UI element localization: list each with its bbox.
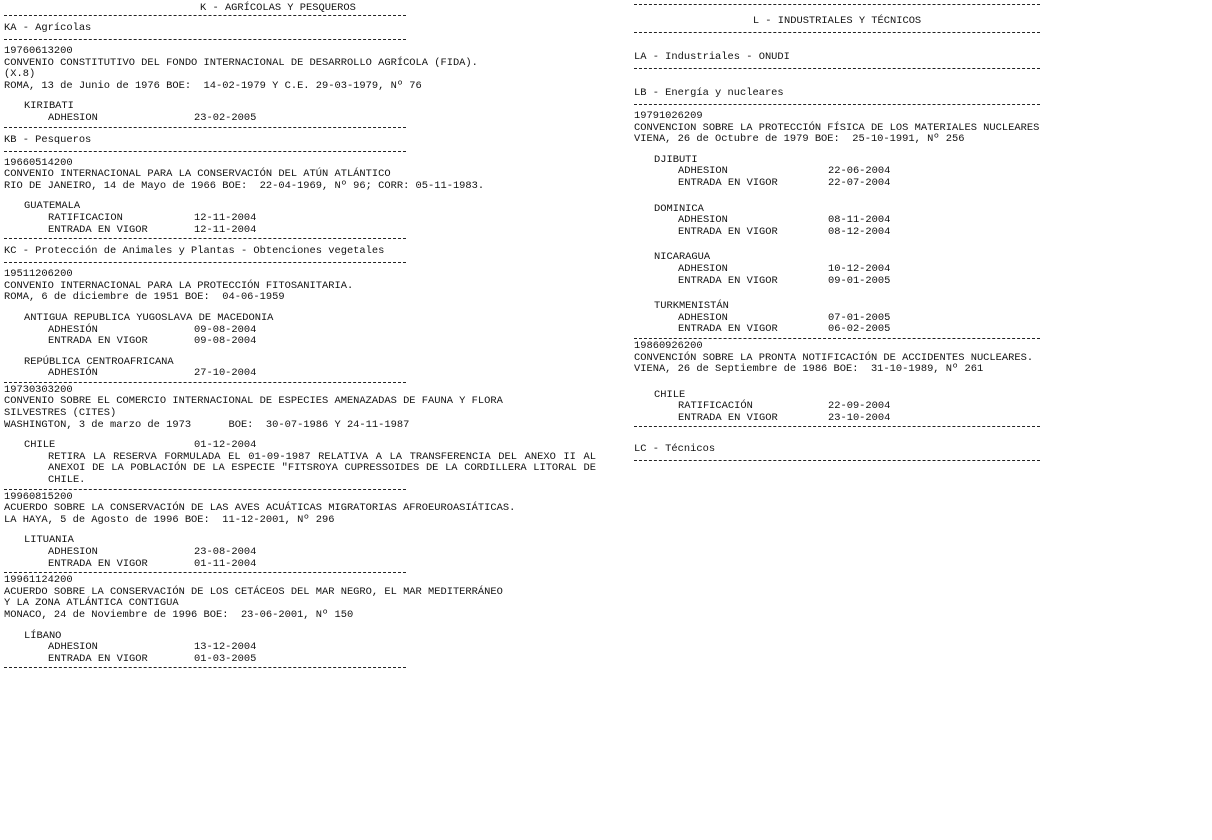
treaty-entry bbox=[4, 385, 604, 487]
divider bbox=[634, 426, 1040, 427]
divider bbox=[4, 39, 406, 40]
state-name: LÍBANO bbox=[24, 629, 62, 642]
action-date: 01-03-2005 bbox=[194, 652, 257, 665]
action-date: 22-09-2004 bbox=[828, 400, 891, 413]
action-type: ENTRADA EN VIGOR bbox=[48, 223, 148, 236]
action-row bbox=[634, 264, 1194, 276]
action-row bbox=[4, 368, 604, 380]
divider bbox=[634, 460, 1040, 461]
treaty-entry bbox=[4, 46, 604, 125]
action-row bbox=[634, 227, 1194, 239]
action-type: RATIFICACION bbox=[48, 211, 123, 224]
action-row bbox=[634, 324, 1194, 336]
subsection-lc: LC - Técnicos bbox=[634, 443, 716, 456]
right-column bbox=[634, 0, 1194, 467]
action-row bbox=[634, 215, 1194, 227]
treaty-title: CONVENIO INTERNACIONAL PARA LA CONSERVACIÓN DEL ATÚN ATLÁNTICO bbox=[4, 168, 391, 181]
subsection-ka: KA - Agrícolas bbox=[4, 22, 92, 34]
treaty-place: RIO DE JANEIRO, 14 de Mayo de 1966 BOE: 22-04-1969, Nº 96; CORR: 05-11-1983. bbox=[4, 179, 485, 192]
action-type: ADHESION bbox=[48, 641, 98, 654]
state-name: REPÚBLICA CENTROAFRICANA bbox=[24, 355, 174, 368]
action-date: 23-08-2004 bbox=[194, 546, 257, 558]
action-date: 22-06-2004 bbox=[828, 165, 891, 178]
action-date: 09-08-2004 bbox=[194, 335, 257, 348]
divider bbox=[4, 262, 406, 263]
divider bbox=[634, 68, 1040, 69]
left-column bbox=[4, 0, 604, 674]
action-date: 10-12-2004 bbox=[828, 262, 891, 275]
treaty-place: VIENA, 26 de Octubre de 1979 BOE: 25-10-1991, Nº 256 bbox=[634, 133, 965, 146]
divider bbox=[4, 572, 406, 573]
treaty-place: ROMA, 13 de Junio de 1976 BOE: 14-02-1979 Y C.E. 29-03-1979, Nº 76 bbox=[4, 79, 422, 92]
action-date: 01-11-2004 bbox=[194, 557, 257, 570]
state-name: NICARAGUA bbox=[654, 251, 711, 264]
divider bbox=[4, 238, 406, 239]
action-date: 01-12-2004 bbox=[194, 439, 257, 452]
state-note: RETIRA LA RESERVA FORMULADA EL 01-09-1987 RELATIVA A LA TRANSFERENCIA DEL ANEXO II AL ANEXOI DE LA POBLACIÓN DE LA ESPECIE "FITSROYA CUPRESSOIDES DE LA CORDILLERA LITORAL DE CHILE. bbox=[48, 450, 596, 487]
action-date: 08-11-2004 bbox=[828, 214, 891, 227]
action-date: 13-12-2004 bbox=[194, 641, 257, 654]
subsection-kb: KB - Pesqueros bbox=[4, 133, 92, 146]
action-type: ADHESION bbox=[678, 214, 728, 227]
action-type: ENTRADA EN VIGOR bbox=[678, 225, 778, 238]
state-name: ANTIGUA REPUBLICA YUGOSLAVA DE MACEDONIA bbox=[24, 311, 274, 324]
state-name: GUATEMALA bbox=[24, 200, 81, 213]
divider bbox=[4, 15, 406, 16]
treaty-title: CONVENIO SOBRE EL COMERCIO INTERNACIONAL DE ESPECIES AMENAZADAS DE FAUNA Y FLORA bbox=[4, 395, 503, 408]
action-type: ADHESION bbox=[678, 262, 728, 275]
action-type: ADHESION bbox=[678, 165, 728, 178]
action-date: 23-10-2004 bbox=[828, 411, 891, 424]
treaty-code: 19961124200 bbox=[4, 574, 73, 587]
action-row bbox=[634, 276, 1194, 288]
action-date: 09-08-2004 bbox=[194, 323, 257, 336]
divider bbox=[4, 667, 406, 668]
action-date: 23-02-2005 bbox=[194, 111, 257, 124]
action-date: 12-11-2004 bbox=[194, 223, 257, 236]
subsection-la: LA - Industriales - ONUDI bbox=[634, 51, 790, 63]
action-type: ENTRADA EN VIGOR bbox=[48, 557, 148, 570]
treaty-entry bbox=[4, 492, 604, 571]
section-title-l: L - INDUSTRIALES Y TÉCNICOS bbox=[752, 15, 922, 27]
treaty-title: CONVENIO CONSTITUTIVO DEL FONDO INTERNACIONAL DE DESARROLLO AGRÍCOLA (FIDA). bbox=[4, 56, 478, 69]
state-name: CHILE bbox=[24, 439, 56, 452]
treaty-entry bbox=[4, 269, 604, 380]
action-type: ADHESION bbox=[48, 546, 98, 558]
state-name: TURKMENISTÁN bbox=[654, 300, 729, 313]
treaty-place: LA HAYA, 5 de Agosto de 1996 BOE: 11-12-2001, Nº 296 bbox=[4, 513, 335, 526]
action-date: 06-02-2005 bbox=[828, 323, 891, 336]
treaty-place: ROMA, 6 de diciembre de 1951 BOE: 04-06-1959 bbox=[4, 291, 285, 304]
treaty-title: CONVENCION SOBRE LA PROTECCIÓN FÍSICA DE LOS MATERIALES NUCLEARES bbox=[634, 121, 1040, 134]
action-row bbox=[4, 113, 604, 125]
state-name: KIRIBATI bbox=[24, 100, 74, 113]
treaty-entry bbox=[634, 341, 1194, 425]
divider bbox=[634, 4, 1040, 5]
action-row bbox=[634, 413, 1194, 425]
action-type: ENTRADA EN VIGOR bbox=[48, 335, 148, 348]
action-type: ENTRADA EN VIGOR bbox=[678, 274, 778, 287]
treaty-code: 19660514200 bbox=[4, 156, 73, 169]
divider bbox=[4, 151, 406, 152]
section-title-k: K - AGRÍCOLAS Y PESQUEROS bbox=[200, 2, 356, 14]
action-row bbox=[4, 336, 604, 348]
treaty-code: 19960815200 bbox=[4, 490, 73, 503]
action-row bbox=[4, 559, 604, 571]
action-date: 27-10-2004 bbox=[194, 367, 257, 380]
divider bbox=[4, 489, 406, 490]
treaty-code: 19860926200 bbox=[634, 339, 703, 352]
action-row bbox=[4, 547, 604, 559]
treaty-place: MONACO, 24 de Noviembre de 1996 BOE: 23-06-2001, Nº 150 bbox=[4, 608, 354, 621]
treaty-title: CONVENIO INTERNACIONAL PARA LA PROTECCIÓN FITOSANITARIA. bbox=[4, 279, 354, 292]
treaty-entry bbox=[634, 111, 1194, 336]
state-name: DOMINICA bbox=[654, 202, 704, 215]
treaty-title: SILVESTRES (CITES) bbox=[4, 407, 117, 420]
treaty-code: 19760613200 bbox=[4, 45, 73, 57]
action-row bbox=[4, 213, 604, 225]
state-name: CHILE bbox=[654, 388, 686, 401]
treaty-code: 19511206200 bbox=[4, 268, 73, 281]
treaty-title: ACUERDO SOBRE LA CONSERVACIÓN DE LAS AVES ACUÁTICAS MIGRATORIAS AFROEUROASIÁTICAS. bbox=[4, 502, 516, 515]
divider bbox=[4, 127, 406, 128]
action-date: 09-01-2005 bbox=[828, 274, 891, 287]
action-type: ENTRADA EN VIGOR bbox=[678, 176, 778, 189]
subsection-lb: LB - Energía y nucleares bbox=[634, 87, 784, 99]
action-row bbox=[634, 178, 1194, 190]
action-type: ENTRADA EN VIGOR bbox=[678, 323, 778, 336]
treaty-title: CONVENCIÓN SOBRE LA PRONTA NOTIFICACIÓN DE ACCIDENTES NUCLEARES. bbox=[634, 351, 1034, 364]
treaty-code: 19730303200 bbox=[4, 383, 73, 396]
treaty-title: ACUERDO SOBRE LA CONSERVACIÓN DE LOS CETÁCEOS DEL MAR NEGRO, EL MAR MEDITERRÁNEO bbox=[4, 585, 503, 598]
action-date: 22-07-2004 bbox=[828, 176, 891, 189]
action-type: ADHESION bbox=[48, 111, 98, 124]
action-type: ENTRADA EN VIGOR bbox=[678, 411, 778, 424]
action-type: ADHESIÓN bbox=[48, 367, 98, 380]
action-row bbox=[4, 642, 604, 654]
action-type: ADHESIÓN bbox=[48, 323, 98, 336]
action-date: 12-11-2004 bbox=[194, 211, 257, 224]
treaty-code: 19791026209 bbox=[634, 110, 703, 122]
treaty-title: (X.8) bbox=[4, 68, 36, 81]
action-type: RATIFICACIÓN bbox=[678, 400, 753, 413]
divider bbox=[634, 32, 1040, 33]
divider bbox=[634, 338, 1040, 339]
action-row bbox=[4, 654, 604, 666]
treaty-title: Y LA ZONA ATLÁNTICA CONTIGUA bbox=[4, 597, 179, 610]
treaty-entry bbox=[4, 575, 604, 665]
treaty-place: WASHINGTON, 3 de marzo de 1973 BOE: 30-07-1986 Y 24-11-1987 bbox=[4, 418, 410, 431]
state-name: DJIBUTI bbox=[654, 153, 698, 166]
treaty-entry bbox=[4, 158, 604, 237]
state-name: LITUANIA bbox=[24, 534, 74, 547]
action-date: 08-12-2004 bbox=[828, 225, 891, 238]
treaty-place: VIENA, 26 de Septiembre de 1986 BOE: 31-10-1989, Nº 261 bbox=[634, 363, 984, 376]
divider bbox=[4, 382, 406, 383]
action-row bbox=[4, 225, 604, 237]
subsection-kc: KC - Protección de Animales y Plantas - Obtenciones vegetales bbox=[4, 245, 385, 258]
action-date: 07-01-2005 bbox=[828, 311, 891, 324]
action-type: ENTRADA EN VIGOR bbox=[48, 652, 148, 665]
divider bbox=[634, 104, 1040, 105]
action-type: ADHESION bbox=[678, 311, 728, 324]
